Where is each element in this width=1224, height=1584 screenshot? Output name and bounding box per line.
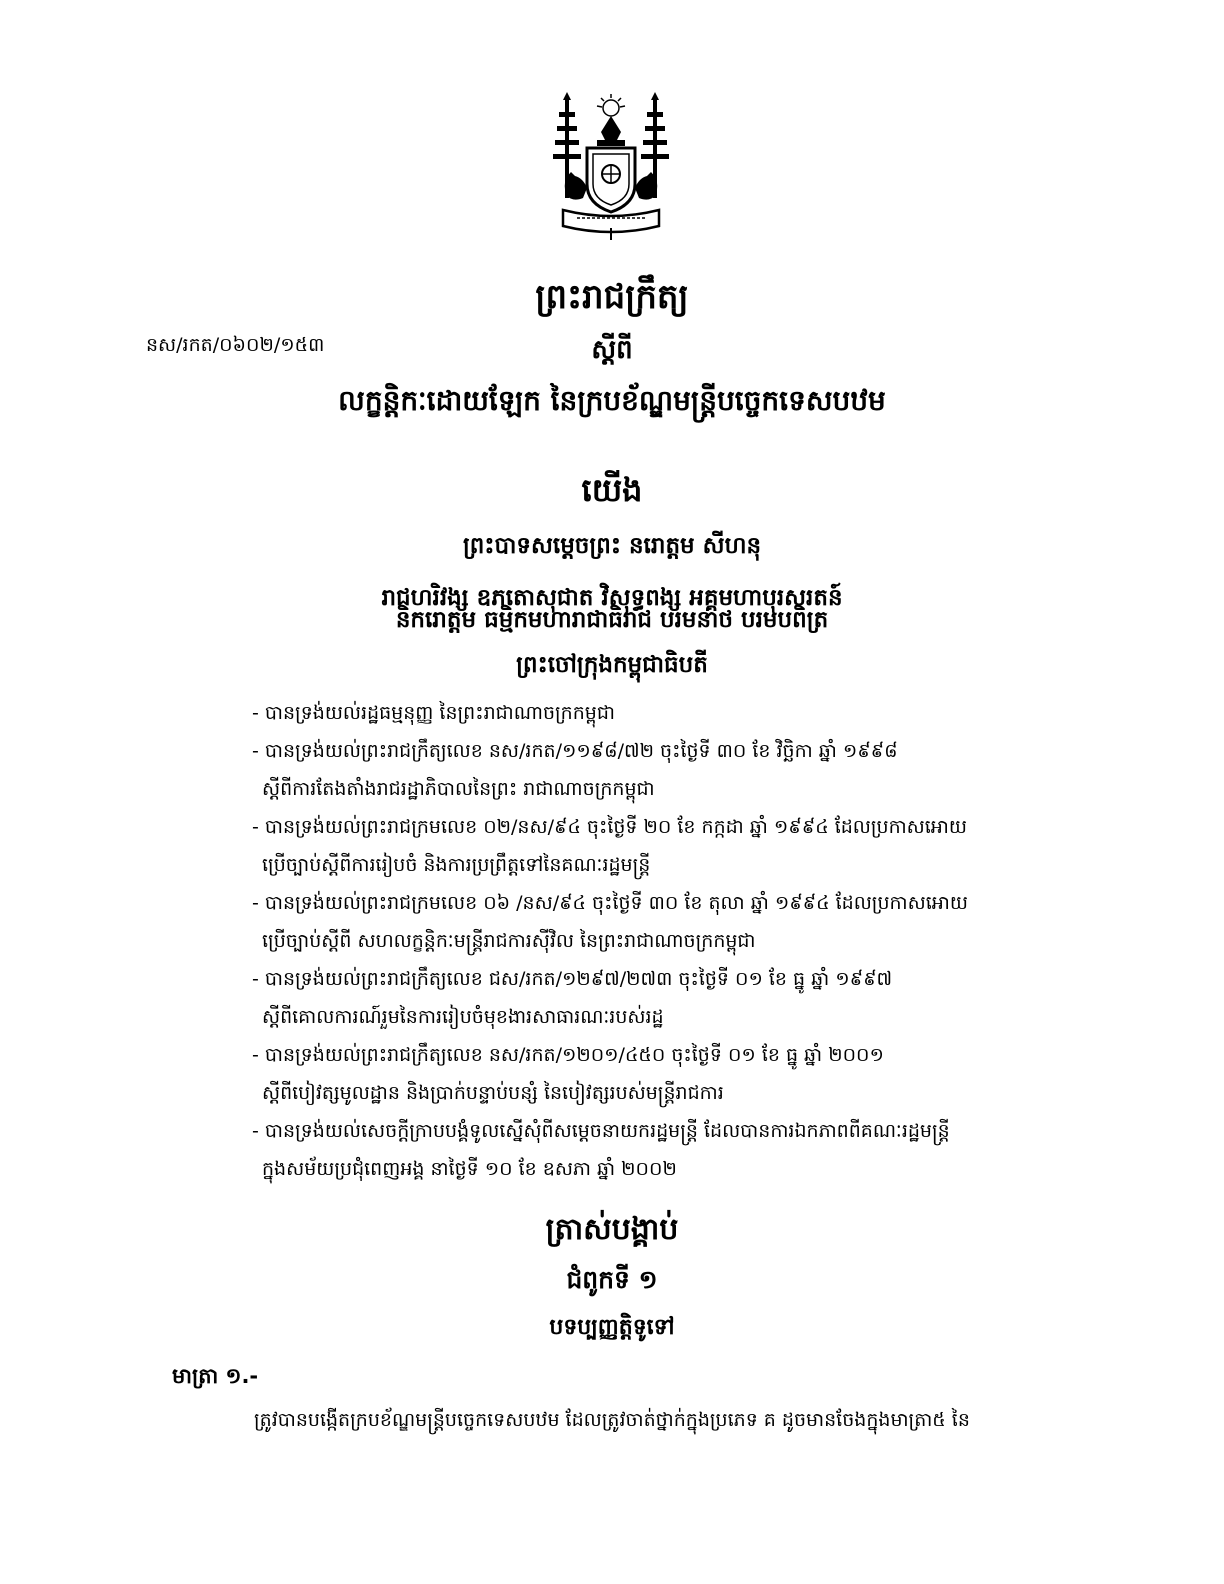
- about-label: ស្ដីពី: [591, 335, 633, 365]
- consideration-item: [252, 808, 1052, 884]
- consideration-line: ក្នុងសម័យប្រជុំពេញអង្គ នាថ្ងៃទី ១០ ខែ ឧសភា ឆ្នាំ ២០០២: [262, 1158, 677, 1180]
- consideration-item: [252, 1036, 1052, 1112]
- document-subject: លក្ខន្តិកៈដោយឡែក នៃក្របខ័ណ្ឌមន្ត្រីបច្ចេកទេសបឋម: [338, 384, 886, 417]
- consideration-line: - បានទ្រង់យល់សេចក្ដីក្រាបបង្គំទូលស្នើសុំពីសម្ដេចនាយករដ្ឋមន្ត្រី ដែលបានការឯកភាពពីគណៈរដ្ឋមន្ត្រី: [252, 1120, 950, 1142]
- consideration-line: ស្ដីពីការតែងតាំងរាជរដ្ឋាភិបាលនៃព្រះ រាជាណាចក្រកម្ពុជា: [262, 778, 655, 800]
- article-body: ត្រូវបានបង្កើតក្របខ័ណ្ឌមន្ត្រីបច្ចេកទេសបឋម ដែលត្រូវចាត់ថ្នាក់ក្នុងប្រភេទ គ ដូចមានចែងក្នុងមាត្រា៥ នៃ: [254, 1409, 970, 1431]
- document-title: ព្រះរាជក្រឹត្យ: [535, 277, 689, 317]
- consideration-line: ស្ដីពីគោលការណ៍រួមនៃការរៀបចំមុខងារសាធារណៈរបស់រដ្ឋ: [262, 1006, 664, 1028]
- decree-heading: ត្រាស់បង្គាប់: [545, 1212, 679, 1247]
- consideration-item: [252, 1112, 1052, 1188]
- consideration-line: ប្រើច្បាប់ស្ដីពីការរៀបចំ និងការប្រព្រឹត្តទៅនៃគណៈរដ្ឋមន្ត្រី: [262, 854, 651, 876]
- consideration-line: - បានទ្រង់យល់ព្រះរាជក្រមលេខ ០២/នស/៩៤ ចុះថ្ងៃទី ២០ ខែ កក្កដា ឆ្នាំ ១៩៩៤ ដែលប្រកាសអោយ: [252, 816, 967, 838]
- consideration-line: - បានទ្រង់យល់ព្រះរាជក្រឹត្យលេខ ជស/រកត/១២៩៧/២៧៣ ចុះថ្ងៃទី ០១ ខែ ធ្នូ ឆ្នាំ ១៩៩៧: [252, 968, 893, 990]
- chapter-number: ជំពូកទី ១: [566, 1265, 658, 1294]
- consideration-line: - បានទ្រង់យល់ព្រះរាជក្រឹត្យលេខ នស/រកត/១២០១/៤៥០ ចុះថ្ងៃទី ០១ ខែ ធ្នូ ឆ្នាំ ២០០១: [252, 1044, 884, 1066]
- consideration-item: [252, 884, 1052, 960]
- consideration-line: - បានទ្រង់យល់ព្រះរាជក្រឹត្យលេខ នស/រកត/១១៩៨/៧២ ចុះថ្ងៃទី ៣០ ខែ វិច្ឆិកា ឆ្នាំ ១៩៩៨: [252, 740, 898, 762]
- article-label: មាត្រា ១.-: [172, 1364, 259, 1388]
- king-title-line: ព្រះចៅក្រុងកម្ពុជាធិបតី: [516, 652, 708, 678]
- consideration-item: [252, 960, 1052, 1036]
- king-title-line: និករោត្តម ធម្មិកមហារាជាធិរាជ បរមនាថ បរមបពិត្រ: [395, 607, 829, 633]
- royal-coat-of-arms-icon: [553, 92, 669, 242]
- consideration-item: [252, 732, 1052, 808]
- consideration-line: - បានទ្រង់យល់រដ្ឋធម្មនុញ្ញ នៃព្រះរាជាណាចក្រកម្ពុជា: [252, 702, 615, 724]
- king-title-line: រាជហរិវង្ស ឧភតោសុជាត វិសុទ្ធពង្ស អគ្គមហាបុរសរតន៍: [381, 585, 843, 611]
- king-title-line: ព្រះបាទសម្ដេចព្រះ នរោត្តម សីហនុ: [462, 533, 762, 559]
- consideration-item: [252, 694, 1052, 732]
- considerations-list: [252, 694, 1052, 1188]
- reference-number: នស/រកត/០៦០២/១៥៣: [146, 334, 325, 356]
- consideration-line: ប្រើច្បាប់ស្ដីពី សហលក្ខន្តិកៈមន្ត្រីរាជការស៊ីវិល នៃព្រះរាជាណាចក្រកម្ពុជា: [262, 930, 756, 952]
- consideration-line: - បានទ្រង់យល់ព្រះរាជក្រមលេខ ០៦ /នស/៩៤ ចុះថ្ងៃទី ៣០ ខែ តុលា ឆ្នាំ ១៩៩៤ ដែលប្រកាសអោយ: [252, 892, 968, 914]
- we-heading: យើង: [581, 471, 643, 509]
- consideration-line: ស្ដីពីបៀវត្សមូលដ្ឋាន និងប្រាក់បន្ទាប់បន្សំ នៃបៀវត្សរបស់មន្ត្រីរាជការ: [262, 1082, 724, 1104]
- chapter-title: បទប្បញ្ញត្តិទូទៅ: [549, 1315, 675, 1340]
